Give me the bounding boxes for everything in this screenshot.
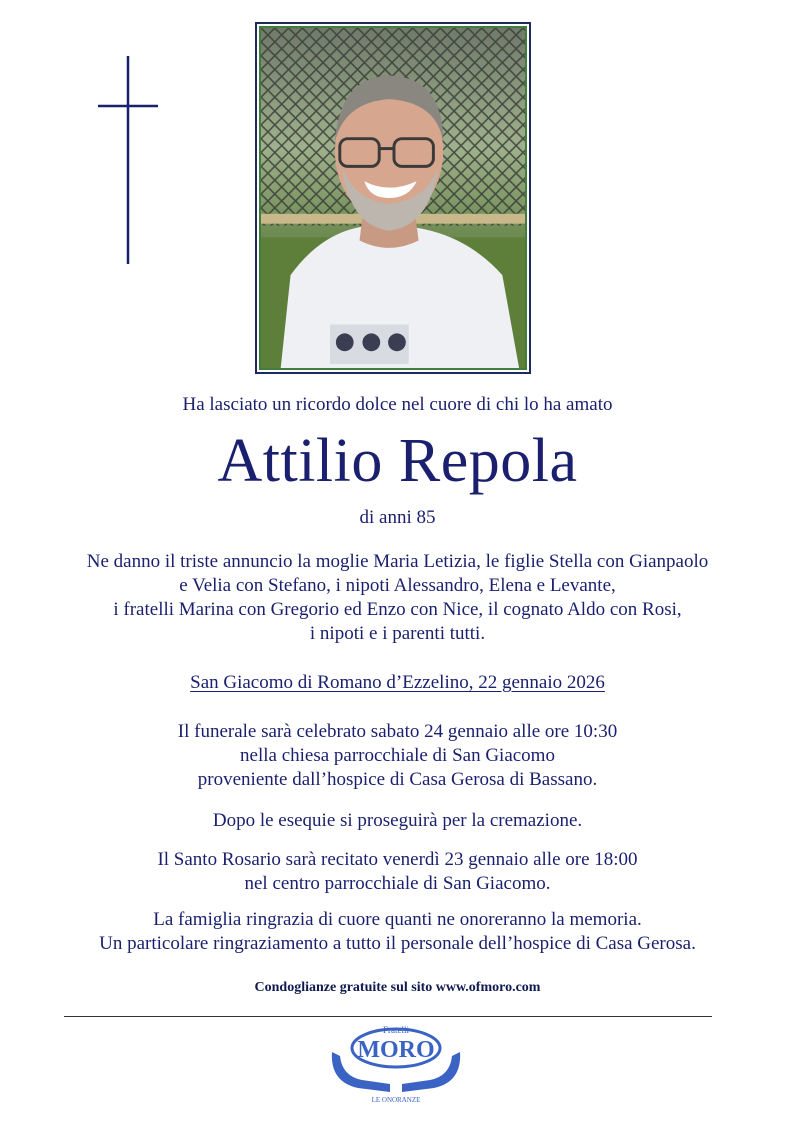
rosary-line: Il Santo Rosario sarà recitato venerdì 23 gennaio alle ore 18:00 [157, 849, 638, 870]
divider [64, 1016, 712, 1017]
funeral-info [0, 720, 795, 792]
logo-sub-text: LE ONORANZE [371, 1096, 421, 1104]
rosary-line: nel centro parrocchiale di San Giacomo. [244, 873, 551, 894]
announcement [0, 550, 795, 646]
announcement-line: i fratelli Marina con Gregorio ed Enzo con Nice, il cognato Aldo con Rosi, [113, 599, 682, 620]
funeral-line: Il funerale sarà celebrato sabato 24 gennaio alle ore 10:30 [177, 721, 618, 742]
thanks-line: Un particolare ringraziamento a tutto il personale dell’hospice di Casa Gerosa. [99, 933, 696, 954]
logo-main-text: MORO [357, 1037, 435, 1063]
rosary-info [0, 848, 795, 896]
cross-icon [98, 56, 158, 264]
cremation-info: Dopo le esequie si proseguirà per la cremazione. [212, 810, 583, 831]
announcement-line: i nipoti e i parenti tutti. [309, 623, 486, 644]
funeral-home-logo [328, 1022, 464, 1106]
place-date-text: San Giacomo di Romano d’Ezzelino, 22 gennaio 2026 [190, 672, 605, 693]
deceased-name: Attilio Repola [217, 427, 578, 495]
announcement-line: Ne danno il triste annuncio la moglie Maria Letizia, le figlie Stella con Gianpaolo [86, 551, 709, 572]
funeral-line: proveniente dall’hospice di Casa Gerosa di Bassano. [197, 769, 598, 790]
place-date [0, 672, 795, 694]
age: di anni 85 [359, 507, 436, 528]
announcement-line: e Velia con Stefano, i nipoti Alessandro, Elena e Levante, [179, 575, 616, 596]
logo-top-text: Fratelli [383, 1025, 409, 1035]
funeral-line: nella chiesa parrocchiale di San Giacomo [240, 745, 555, 766]
portrait-photo [259, 26, 527, 370]
thanks-line: La famiglia ringrazia di cuore quanti ne onoreranno la memoria. [153, 909, 642, 930]
condolences-note: Condoglianze gratuite sul sito www.ofmoro.com [254, 980, 541, 995]
thanks [0, 908, 795, 956]
tagline: Ha lasciato un ricordo dolce nel cuore di chi lo ha amato [182, 394, 613, 415]
portrait-frame [255, 22, 531, 374]
